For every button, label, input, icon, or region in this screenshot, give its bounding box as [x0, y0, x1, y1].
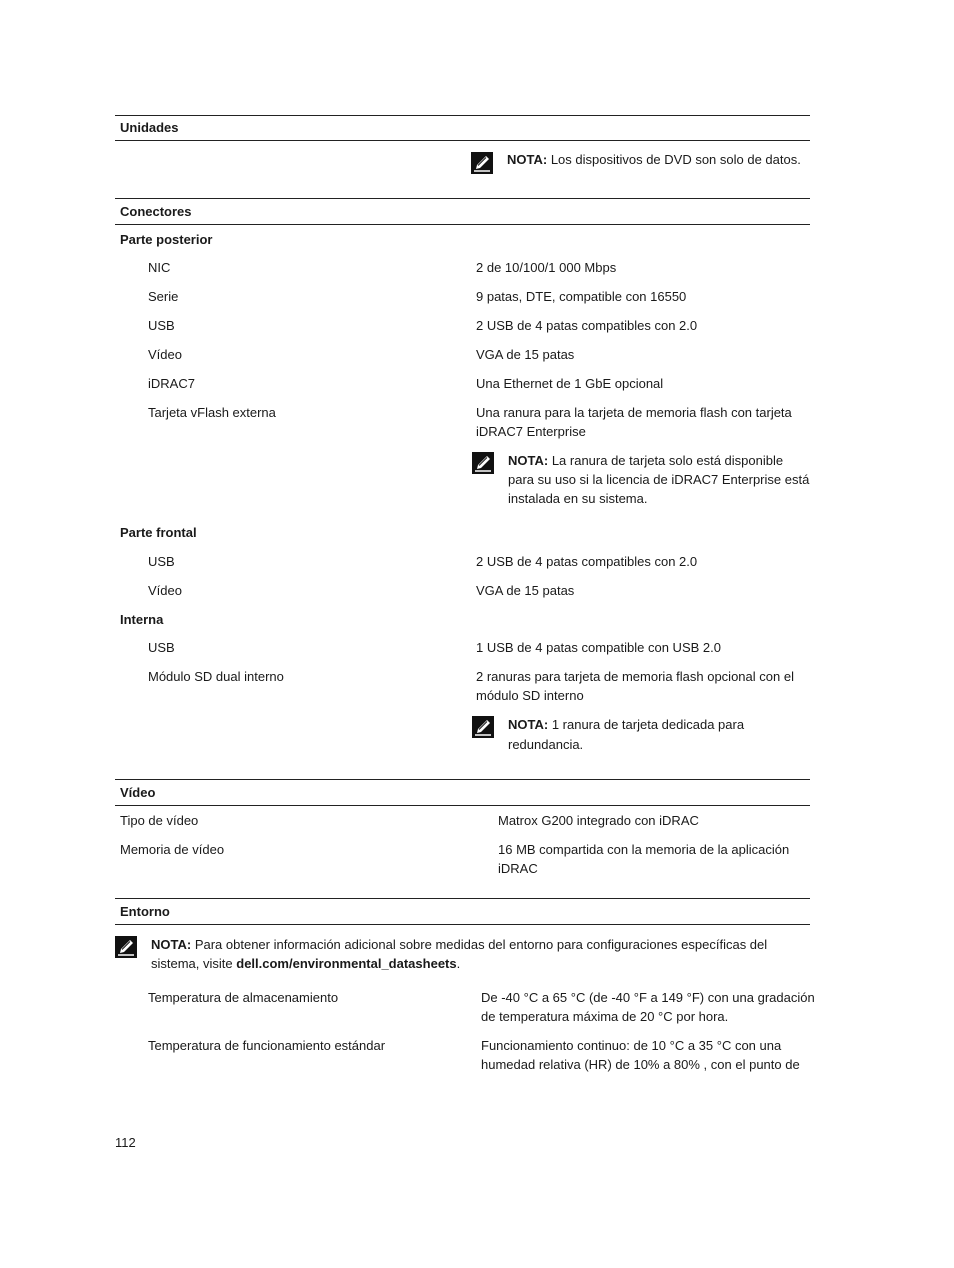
row-value: de temperatura máxima de 20 °C por hora. — [481, 1009, 729, 1024]
row-label: Temperatura de almacenamiento — [148, 990, 339, 1005]
note-dvd — [507, 152, 801, 167]
row-value: humedad relativa (HR) de 10% a 80% , con el punto de — [481, 1057, 800, 1072]
rule — [115, 779, 810, 780]
row-label: USB — [148, 640, 175, 655]
section-heading-units: Unidades — [120, 120, 179, 135]
note-text: La ranura de tarjeta solo está disponible — [548, 453, 784, 468]
rule — [115, 115, 810, 116]
note-text: Para obtener información adicional sobre medidas del entorno para configuraciones específicas del — [191, 937, 768, 952]
subheading-front: Parte frontal — [120, 525, 197, 540]
rule — [115, 805, 810, 806]
rule — [115, 198, 810, 199]
note-text: redundancia. — [508, 737, 584, 752]
section-heading-video: Vídeo — [120, 785, 156, 800]
row-label: NIC — [148, 260, 171, 275]
note-label: NOTA: — [151, 937, 192, 952]
row-value: 9 patas, DTE, compatible con 16550 — [476, 289, 687, 304]
row-value: 2 ranuras para tarjeta de memoria flash opcional con el — [476, 669, 794, 684]
note-label: NOTA: — [507, 152, 548, 167]
row-label: Temperatura de funcionamiento estándar — [148, 1038, 386, 1053]
row-label: USB — [148, 554, 175, 569]
row-label: Módulo SD dual interno — [148, 669, 284, 684]
datasheets-link[interactable]: dell.com/environmental_datasheets — [236, 956, 457, 971]
note-text: instalada en su sistema. — [508, 491, 648, 506]
row-value: 16 MB compartida con la memoria de la aplicación — [498, 842, 790, 857]
row-label: Memoria de vídeo — [120, 842, 225, 857]
note-label: NOTA: — [508, 717, 549, 732]
row-value: iDRAC7 Enterprise — [476, 424, 586, 439]
note-pencil-icon — [472, 452, 494, 474]
row-label: Tipo de vídeo — [120, 813, 199, 828]
note-text: 1 ranura de tarjeta dedicada para — [548, 717, 745, 732]
row-value: VGA de 15 patas — [476, 347, 575, 362]
note-sd — [508, 717, 744, 732]
note-text: Los dispositivos de DVD son solo de datos. — [547, 152, 801, 167]
subheading-rear: Parte posterior — [120, 232, 213, 247]
row-value: 2 USB de 4 patas compatibles con 2.0 — [476, 554, 698, 569]
note-pencil-icon — [115, 936, 137, 958]
row-value: iDRAC — [498, 861, 538, 876]
rule — [115, 924, 810, 925]
note-pencil-icon — [472, 716, 494, 738]
row-value: 2 de 10/100/1 000 Mbps — [476, 260, 617, 275]
note-pencil-icon — [471, 152, 493, 174]
row-value: Una Ethernet de 1 GbE opcional — [476, 376, 664, 391]
row-value: 2 USB de 4 patas compatibles con 2.0 — [476, 318, 698, 333]
row-label: Serie — [148, 289, 179, 304]
note-environment — [151, 937, 767, 952]
note-text: sistema, visite — [151, 956, 237, 971]
rule — [115, 224, 810, 225]
rule — [115, 898, 810, 899]
note-text-line2 — [151, 956, 460, 971]
row-label: iDRAC7 — [148, 376, 195, 391]
row-label: Vídeo — [148, 347, 182, 362]
row-label: Vídeo — [148, 583, 182, 598]
row-value: 1 USB de 4 patas compatible con USB 2.0 — [476, 640, 721, 655]
row-value: Funcionamiento continuo: de 10 °C a 35 °C con una — [481, 1038, 782, 1053]
note-text: para su uso si la licencia de iDRAC7 Enterprise está — [508, 472, 810, 487]
row-value: módulo SD interno — [476, 688, 584, 703]
note-label: NOTA: — [508, 453, 549, 468]
page-number: 112 — [115, 1135, 136, 1150]
note-text: . — [456, 956, 461, 971]
row-value: Una ranura para la tarjeta de memoria flash con tarjeta — [476, 405, 792, 420]
row-label: USB — [148, 318, 175, 333]
section-heading-connectors: Conectores — [120, 204, 192, 219]
rule — [115, 140, 810, 141]
note-vflash — [508, 453, 783, 468]
section-heading-environment: Entorno — [120, 904, 170, 919]
row-label: Tarjeta vFlash externa — [148, 405, 276, 420]
row-value: De -40 °C a 65 °C (de -40 °F a 149 °F) con una gradación — [481, 990, 815, 1005]
row-value: Matrox G200 integrado con iDRAC — [498, 813, 699, 828]
subheading-internal: Interna — [120, 612, 164, 627]
row-value: VGA de 15 patas — [476, 583, 575, 598]
